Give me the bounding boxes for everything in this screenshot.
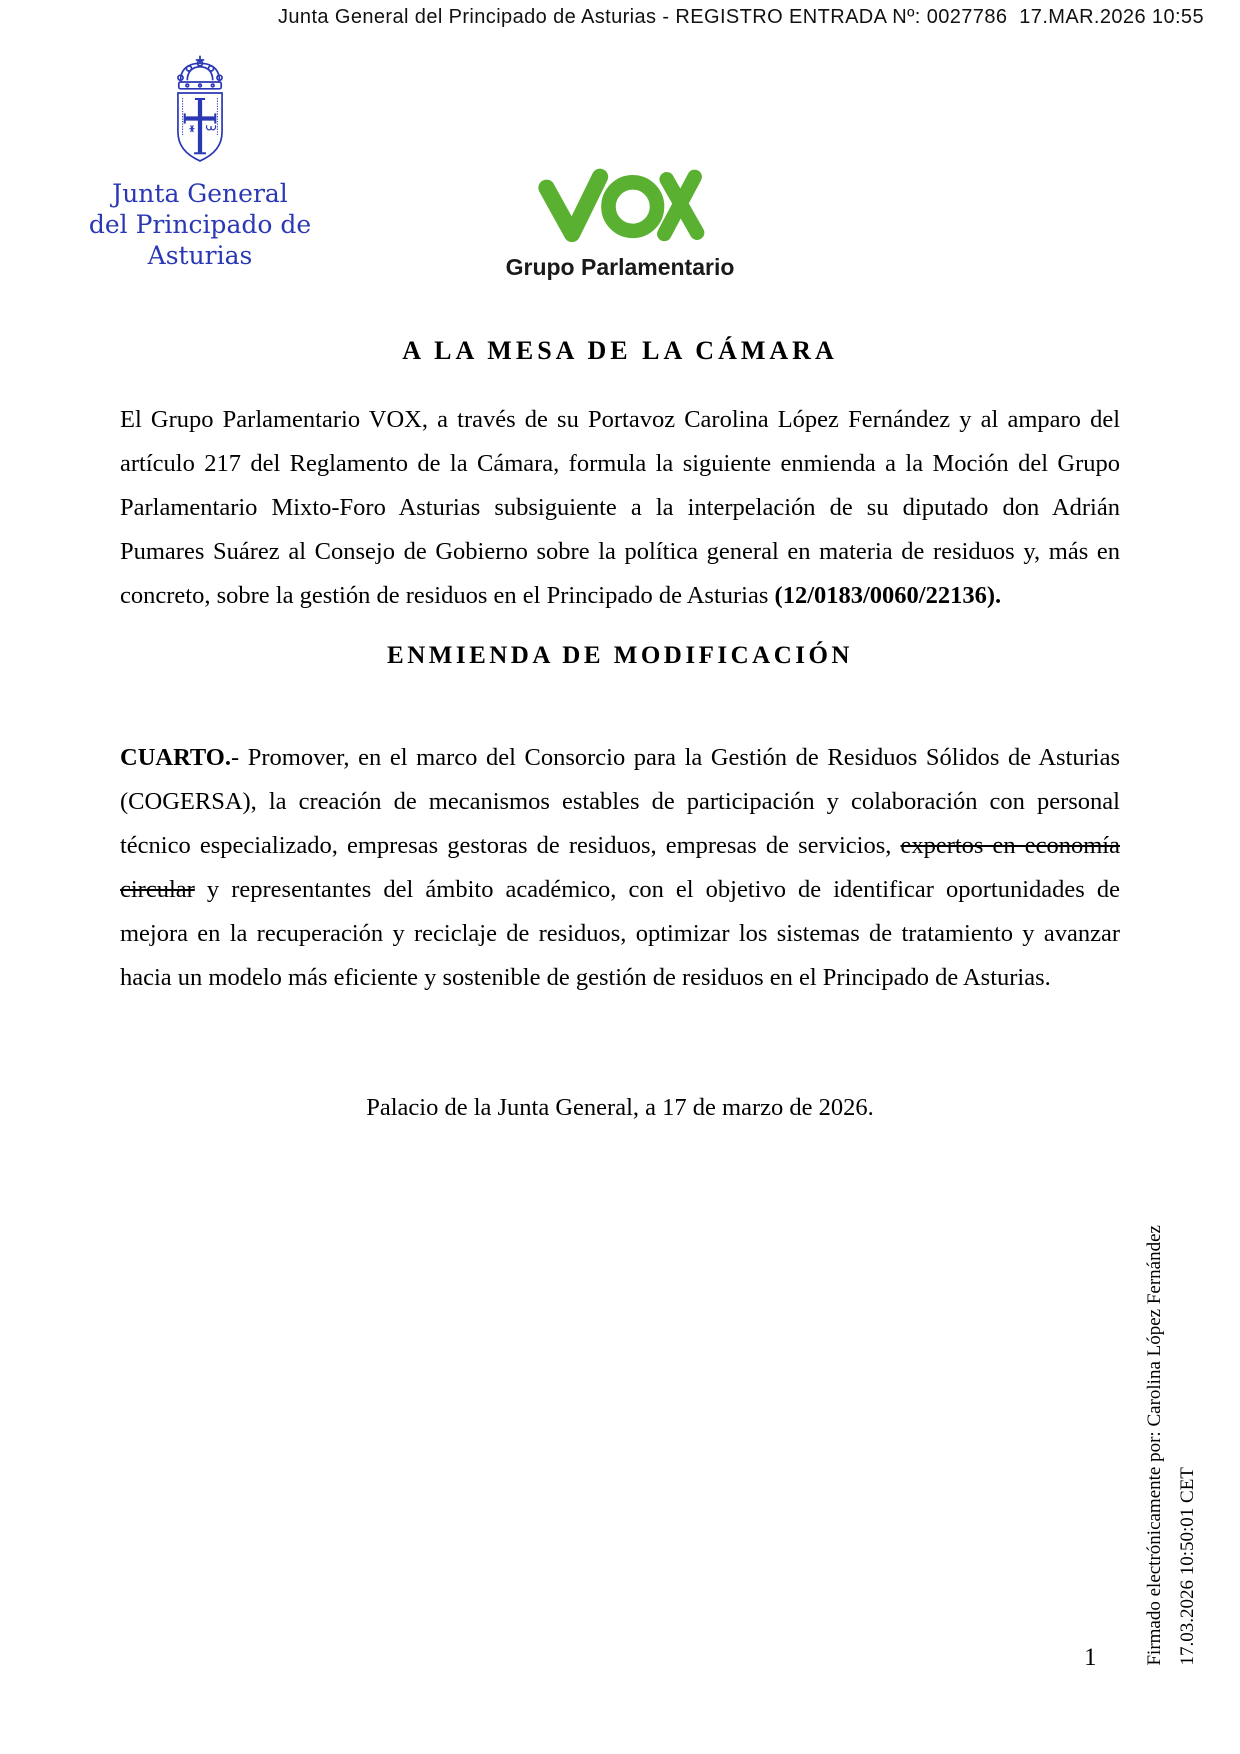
junta-name-line2: del Principado de Asturias bbox=[88, 210, 312, 270]
text-segment: CUARTO. bbox=[120, 744, 231, 771]
text-segment: El Grupo Parlamentario VOX, a través de su Portavoz Carolina López Fernández y al amparo del artículo 217 del Reglamento de la Cámara, formula la siguiente enmienda a la Moción del Grupo Parlamentario Mixto-Foro Asturias subsiguiente a la interpelación de su diputado don Adrián Pumares Suárez al Consejo de Gobierno sobre la política general en materia de residuos y, más en concreto, sobre la gestión de residuos en el Principado de Asturias bbox=[120, 406, 1120, 609]
text-segment: expertos en economía circular bbox=[120, 832, 1120, 903]
junta-name-line1: Junta General bbox=[112, 179, 288, 208]
page-number: 1 bbox=[1084, 1644, 1097, 1671]
body-paragraph-2 bbox=[120, 736, 1120, 1000]
body-paragraph-1 bbox=[120, 398, 1120, 618]
amendment-heading: ENMIENDA DE MODIFICACIÓN bbox=[387, 642, 853, 669]
asturias-crest-icon bbox=[166, 54, 234, 166]
text-segment: - Promover, en el marco del Consorcio para la Gestión de Residuos Sólidos de Asturias (COGERSA), la creación de mecanismos estables de participación y colaboración con personal técnico especializado, empresas gestoras de residuos, empresas de servicios, bbox=[120, 744, 1120, 859]
signature-line-1: Firmado electrónicamente por: Carolina López Fernández bbox=[1144, 1225, 1165, 1666]
registry-stamp: Junta General del Principado de Asturias - REGISTRO ENTRADA Nº: 0027786 17.MAR.2026 10:55 bbox=[278, 6, 1204, 28]
electronic-signature-note bbox=[1138, 1225, 1204, 1666]
salutation-heading: A LA MESA DE LA CÁMARA bbox=[402, 336, 838, 365]
vox-logo-icon bbox=[532, 168, 708, 244]
vox-letterhead bbox=[0, 168, 1240, 281]
dateline: Palacio de la Junta General, a 17 de marzo de 2026. bbox=[366, 1094, 874, 1121]
signature-line-2: 17.03.2026 10:50:01 CET bbox=[1177, 1467, 1198, 1666]
text-segment: y representantes del ámbito académico, con el objetivo de identificar oportunidades de mejora en la recuperación y reciclaje de residuos, optimizar los sistemas de tratamiento y avanzar hacia un modelo más eficiente y sostenible de gestión de residuos en el Principado de Asturias. bbox=[120, 876, 1120, 991]
vox-subtitle: Grupo Parlamentario bbox=[505, 254, 735, 280]
text-segment: (12/0183/0060/22136). bbox=[774, 582, 1002, 609]
